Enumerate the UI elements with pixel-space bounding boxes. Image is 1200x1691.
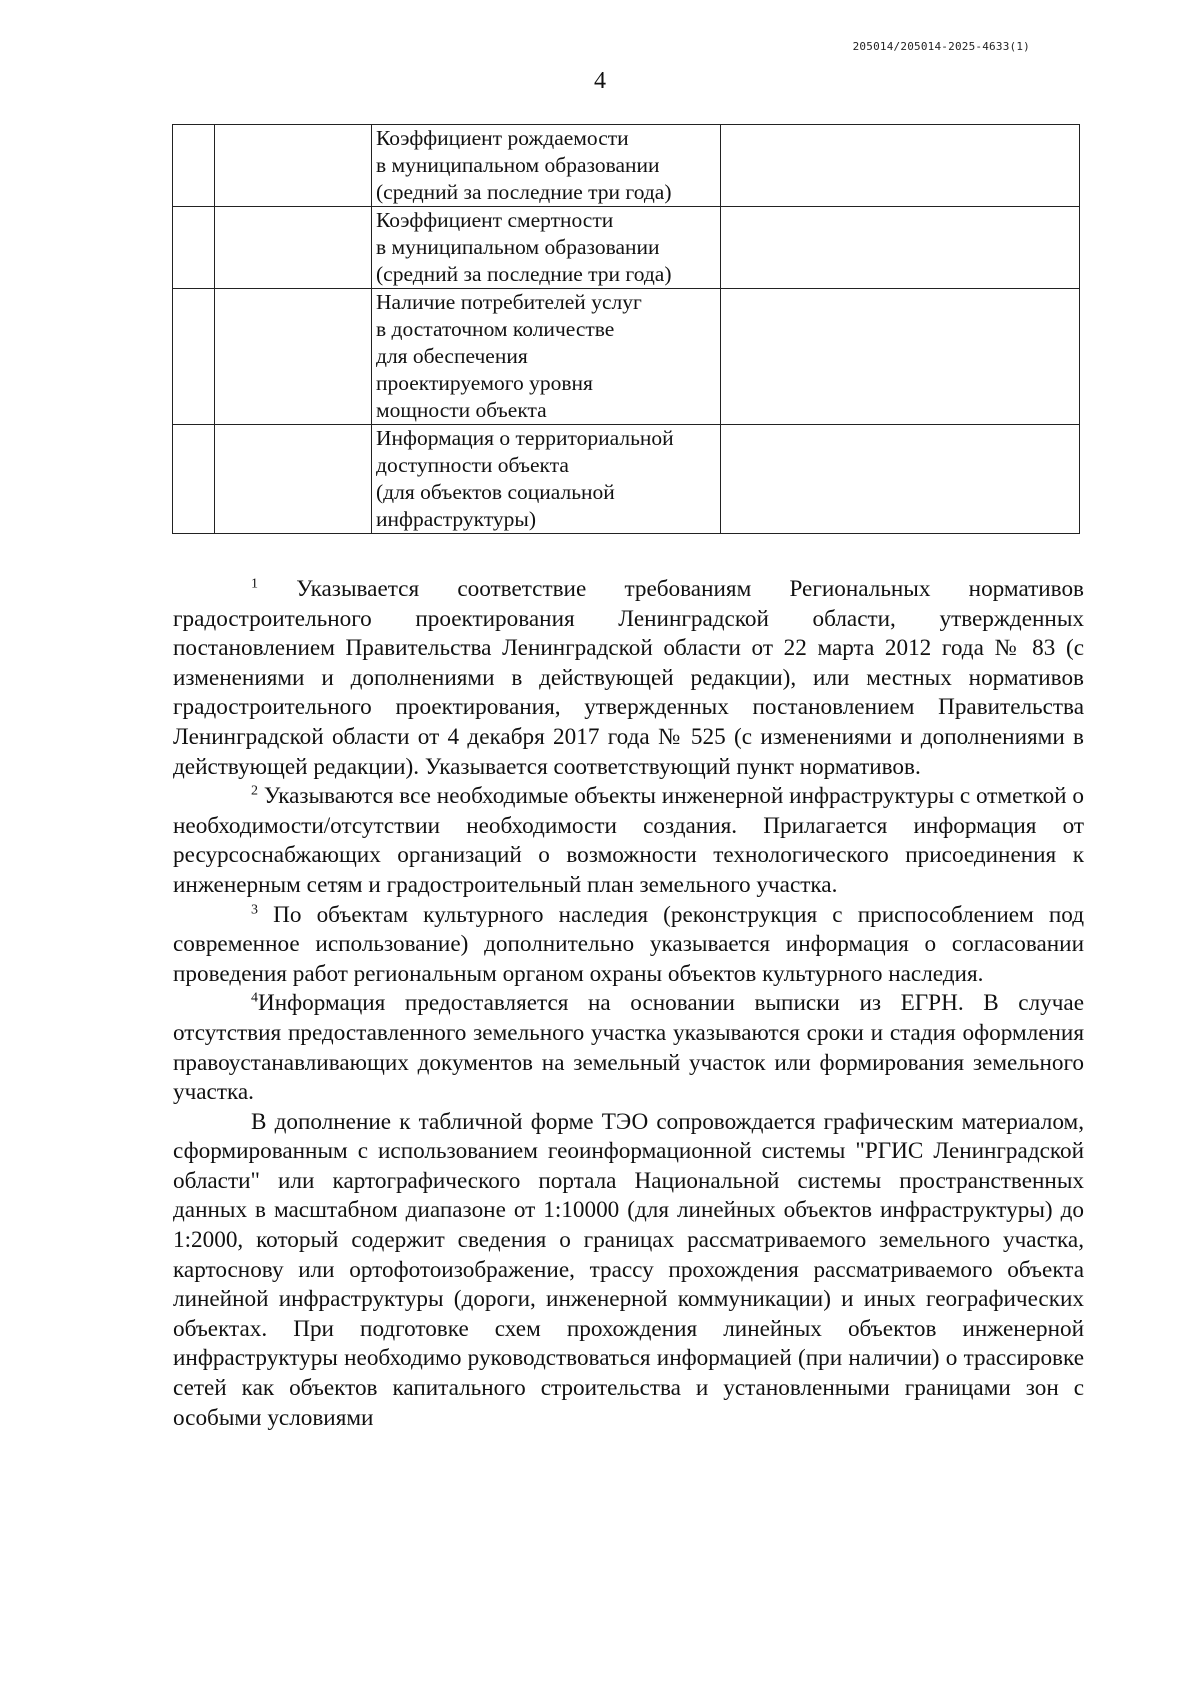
- indicator-label-line: Информация о территориальной: [376, 426, 674, 450]
- footnote-text: Указывается соответствие требованиям Региональных нормативов градостроительного проектирования Ленинградской области, утвержденных постановлением Правительства Ленинградской области от 22 марта 2012 года № 83 (с изменениями и дополнениями в действующей редакции), или местных нормативов градостроительного проектирования, утвержденных постановлением Правительства Ленинградской области от 4 декабря 2017 года № 525 (с изменениями и дополнениями в действующей редакции). Указывается соответствующий пункт нормативов.: [173, 576, 1085, 780]
- indicator-label-line: (средний за последние три года): [376, 262, 672, 286]
- table-row: [173, 425, 1080, 534]
- table-cell-value: [721, 207, 1080, 289]
- footnote-text: Указываются все необходимые объекты инженерной инфраструктуры с отметкой о необходимости/отсутствии необходимости создания. Прилагается информация от ресурсоснабжающих организаций о возможности технологического присоединения к инженерным сетям и градостроительный план земельного участка.: [173, 783, 1084, 898]
- indicator-label-line: в муниципальном образовании: [376, 235, 660, 259]
- table-cell-indicator: [372, 289, 721, 425]
- footnote-mark: 2: [251, 783, 258, 799]
- table-cell-number: [173, 289, 215, 425]
- footnote-text: По объектам культурного наследия (реконструкция с приспособлением под современное использование) дополнительно указывается информация о согласовании проведения работ региональным органом охраны объектов культурного наследия.: [173, 901, 1084, 987]
- table-cell-section: [215, 289, 372, 425]
- table-row: [173, 289, 1080, 425]
- indicator-label-line: в достаточном количестве: [376, 317, 615, 341]
- footnote-text: Информация предоставляется на основании выписки из ЕГРН. В случае отсутствия предоставленного земельного участка указываются сроки и стадия оформления правоустанавливающих документов на земельный участок или формирования земельного участка.: [173, 990, 1084, 1106]
- table-cell-value: [721, 425, 1080, 534]
- indicator-label-line: Коэффициент смертности: [376, 208, 614, 232]
- table-cell-value: [721, 289, 1080, 425]
- footnote-3: [173, 901, 1084, 990]
- footnote-mark: 1: [251, 576, 258, 592]
- indicator-label-line: в муниципальном образовании: [376, 153, 660, 177]
- indicator-label-line: Коэффициент рождаемости: [376, 126, 629, 150]
- table-cell-indicator: [372, 425, 721, 534]
- table-cell-section: [215, 207, 372, 289]
- indicator-label-line: проектируемого уровня: [376, 371, 593, 395]
- indicator-label-line: (для объектов социальной: [376, 480, 615, 504]
- footnote-4: [173, 989, 1084, 1107]
- indicator-label-line: доступности объекта: [376, 453, 569, 477]
- footnote-mark: 3: [251, 901, 258, 917]
- document-id: 205014/205014-2025-4633(1): [852, 40, 1030, 53]
- table-cell-number: [173, 207, 215, 289]
- table-cell-number: [173, 425, 215, 534]
- table-cell-value: [721, 125, 1080, 207]
- table-cell-indicator: [372, 125, 721, 207]
- footnote-2: [173, 782, 1084, 900]
- document-body: [173, 575, 1084, 1433]
- page-number: 4: [594, 68, 606, 94]
- indicator-label-line: инфраструктуры): [376, 507, 537, 531]
- table-cell-section: [215, 125, 372, 207]
- footnote-1: [173, 575, 1084, 782]
- main-paragraph: В дополнение к табличной форме ТЭО сопровождается графическим материалом, сформированным с использованием геоинформационной системы "РГИС Ленинградской области" или картографического портала Национальной системы пространственных данных в масштабном диапазоне от 1:10000 (для линейных объектов инфраструктуры) до 1:2000, который содержит сведения о границах рассматриваемого земельного участка, картоснову или ортофотоизображение, трассу прохождения рассматриваемого объекта линейной инфраструктуры (дороги, инженерной коммуникации) и иных географических объектах. При подготовке схем прохождения линейных объектов инженерной инфраструктуры необходимо руководствоваться информацией (при наличии) о трассировке сетей как объектов капитального строительства и установленными границами зон с особыми условиями: [173, 1108, 1084, 1431]
- table-cell-indicator: [372, 207, 721, 289]
- footnote-mark: 4: [251, 990, 258, 1006]
- table-cell-section: [215, 425, 372, 534]
- indicator-label-line: Наличие потребителей услуг: [376, 290, 642, 314]
- table-cell-number: [173, 125, 215, 207]
- indicator-label-line: для обеспечения: [376, 344, 528, 368]
- table-row: [173, 125, 1080, 207]
- indicator-label-line: (средний за последние три года): [376, 180, 672, 204]
- table-row: [173, 207, 1080, 289]
- indicator-table: [172, 124, 1080, 534]
- indicator-label-line: мощности объекта: [376, 398, 547, 422]
